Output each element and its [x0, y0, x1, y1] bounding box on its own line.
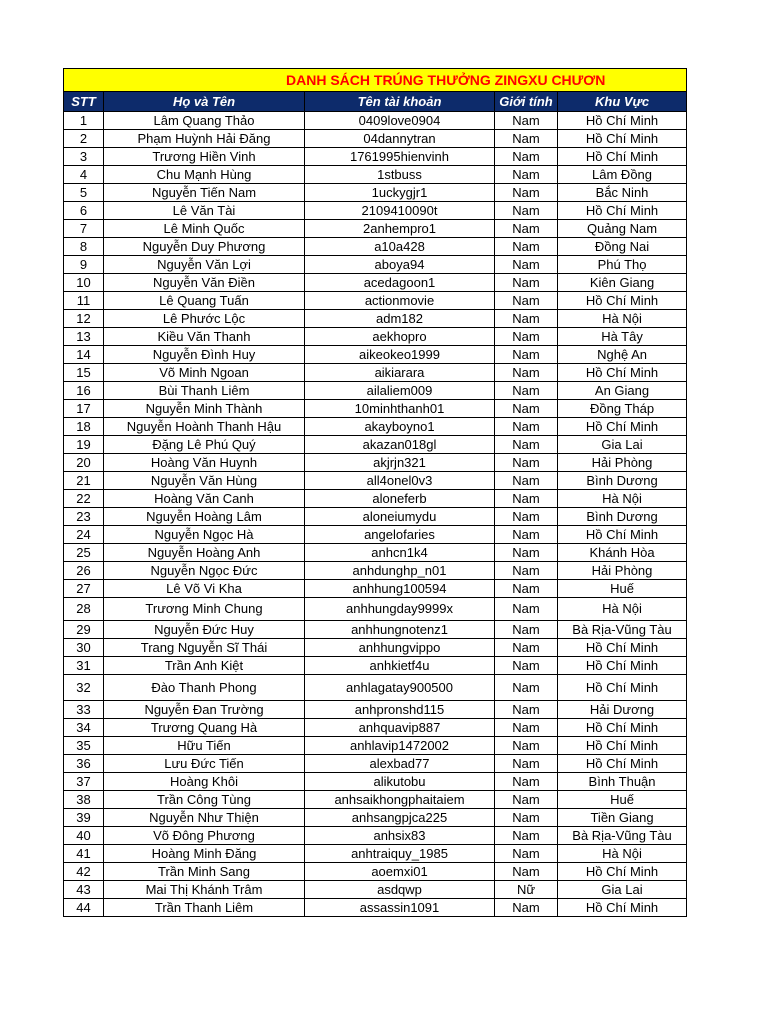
title-row: [64, 69, 687, 92]
cell-account: anhquavip887: [305, 719, 495, 737]
cell-gender: Nam: [495, 701, 558, 719]
cell-stt: 17: [64, 400, 104, 418]
cell-stt: 5: [64, 184, 104, 202]
cell-full-name: Nguyễn Đức Huy: [104, 621, 305, 639]
cell-gender: Nam: [495, 755, 558, 773]
cell-stt: 38: [64, 791, 104, 809]
cell-gender: Nam: [495, 562, 558, 580]
cell-gender: Nam: [495, 639, 558, 657]
table-row: [64, 809, 687, 827]
winners-table: [63, 68, 687, 917]
cell-account: 04dannytran: [305, 130, 495, 148]
cell-gender: Nam: [495, 400, 558, 418]
cell-gender: Nam: [495, 827, 558, 845]
cell-gender: Nam: [495, 598, 558, 621]
cell-account: 2anhempro1: [305, 220, 495, 238]
cell-gender: Nữ: [495, 881, 558, 899]
cell-account: asdqwp: [305, 881, 495, 899]
table-row: [64, 580, 687, 598]
cell-region: Bình Dương: [558, 508, 687, 526]
cell-region: Hồ Chí Minh: [558, 675, 687, 701]
cell-gender: Nam: [495, 130, 558, 148]
cell-full-name: Chu Mạnh Hùng: [104, 166, 305, 184]
cell-full-name: Trương Hiền Vinh: [104, 148, 305, 166]
cell-gender: Nam: [495, 328, 558, 346]
cell-full-name: Trần Công Tùng: [104, 791, 305, 809]
cell-full-name: Đặng Lê Phú Quý: [104, 436, 305, 454]
cell-full-name: Trần Anh Kiệt: [104, 657, 305, 675]
cell-account: anhlavip1472002: [305, 737, 495, 755]
cell-stt: 44: [64, 899, 104, 917]
cell-region: Đồng Tháp: [558, 400, 687, 418]
table-row: [64, 845, 687, 863]
cell-stt: 1: [64, 112, 104, 130]
cell-stt: 14: [64, 346, 104, 364]
cell-region: Hà Nội: [558, 845, 687, 863]
header-gender: Giới tính: [495, 92, 558, 112]
cell-region: Hồ Chí Minh: [558, 148, 687, 166]
cell-region: Hồ Chí Minh: [558, 755, 687, 773]
cell-gender: Nam: [495, 863, 558, 881]
cell-account: all4onel0v3: [305, 472, 495, 490]
cell-region: Huế: [558, 580, 687, 598]
cell-full-name: Nguyễn Văn Điền: [104, 274, 305, 292]
table-row: [64, 755, 687, 773]
table-row: [64, 719, 687, 737]
cell-gender: Nam: [495, 418, 558, 436]
cell-stt: 19: [64, 436, 104, 454]
cell-region: Hải Phòng: [558, 562, 687, 580]
cell-account: akjrjn321: [305, 454, 495, 472]
cell-account: angelofaries: [305, 526, 495, 544]
cell-region: Hồ Chí Minh: [558, 737, 687, 755]
cell-account: anhsaikhongphaitaiem: [305, 791, 495, 809]
cell-gender: Nam: [495, 508, 558, 526]
spreadsheet: [63, 68, 686, 917]
cell-full-name: Lê Quang Tuấn: [104, 292, 305, 310]
table-row: [64, 220, 687, 238]
cell-stt: 15: [64, 364, 104, 382]
table-row: [64, 657, 687, 675]
cell-gender: Nam: [495, 382, 558, 400]
cell-full-name: Nguyễn Ngọc Hà: [104, 526, 305, 544]
cell-stt: 8: [64, 238, 104, 256]
cell-full-name: Nguyễn Duy Phương: [104, 238, 305, 256]
cell-full-name: Nguyễn Văn Lợi: [104, 256, 305, 274]
table-row: [64, 454, 687, 472]
cell-stt: 30: [64, 639, 104, 657]
cell-gender: Nam: [495, 899, 558, 917]
cell-gender: Nam: [495, 737, 558, 755]
table-row: [64, 346, 687, 364]
header-account: Tên tài khoản: [305, 92, 495, 112]
cell-full-name: Lưu Đức Tiến: [104, 755, 305, 773]
cell-stt: 4: [64, 166, 104, 184]
cell-stt: 40: [64, 827, 104, 845]
cell-region: Bình Dương: [558, 472, 687, 490]
header-stt: STT: [64, 92, 104, 112]
cell-gender: Nam: [495, 544, 558, 562]
cell-full-name: Đào Thanh Phong: [104, 675, 305, 701]
cell-region: Hồ Chí Minh: [558, 639, 687, 657]
cell-account: aloneferb: [305, 490, 495, 508]
cell-region: Hồ Chí Minh: [558, 418, 687, 436]
cell-full-name: Nguyễn Minh Thành: [104, 400, 305, 418]
cell-stt: 26: [64, 562, 104, 580]
cell-gender: Nam: [495, 719, 558, 737]
cell-full-name: Nguyễn Ngọc Đức: [104, 562, 305, 580]
cell-gender: Nam: [495, 256, 558, 274]
cell-region: Gia Lai: [558, 436, 687, 454]
cell-stt: 25: [64, 544, 104, 562]
cell-stt: 29: [64, 621, 104, 639]
cell-stt: 24: [64, 526, 104, 544]
cell-region: Bà Rịa-Vũng Tàu: [558, 621, 687, 639]
table-row: [64, 675, 687, 701]
cell-region: Hồ Chí Minh: [558, 130, 687, 148]
cell-full-name: Hoàng Văn Huynh: [104, 454, 305, 472]
cell-full-name: Trương Minh Chung: [104, 598, 305, 621]
cell-stt: 3: [64, 148, 104, 166]
cell-full-name: Võ Đông Phương: [104, 827, 305, 845]
cell-region: Bắc Ninh: [558, 184, 687, 202]
cell-gender: Nam: [495, 657, 558, 675]
cell-gender: Nam: [495, 310, 558, 328]
cell-region: Bình Thuận: [558, 773, 687, 791]
cell-stt: 33: [64, 701, 104, 719]
cell-account: akayboyno1: [305, 418, 495, 436]
cell-full-name: Lê Văn Tài: [104, 202, 305, 220]
table-row: [64, 701, 687, 719]
cell-region: Hải Phòng: [558, 454, 687, 472]
cell-gender: Nam: [495, 364, 558, 382]
cell-account: aoemxi01: [305, 863, 495, 881]
cell-gender: Nam: [495, 490, 558, 508]
cell-account: 1uckygjr1: [305, 184, 495, 202]
cell-gender: Nam: [495, 202, 558, 220]
table-row: [64, 382, 687, 400]
header-region: Khu Vực: [558, 92, 687, 112]
table-row: [64, 310, 687, 328]
cell-region: Hồ Chí Minh: [558, 202, 687, 220]
cell-region: Hà Tây: [558, 328, 687, 346]
cell-stt: 35: [64, 737, 104, 755]
cell-gender: Nam: [495, 274, 558, 292]
table-row: [64, 130, 687, 148]
cell-gender: Nam: [495, 454, 558, 472]
cell-region: Hồ Chí Minh: [558, 657, 687, 675]
cell-stt: 31: [64, 657, 104, 675]
cell-region: Kiên Giang: [558, 274, 687, 292]
cell-region: Hồ Chí Minh: [558, 364, 687, 382]
cell-gender: Nam: [495, 580, 558, 598]
cell-gender: Nam: [495, 220, 558, 238]
table-row: [64, 418, 687, 436]
cell-stt: 16: [64, 382, 104, 400]
cell-stt: 21: [64, 472, 104, 490]
table-row: [64, 184, 687, 202]
cell-account: anhtraiquy_1985: [305, 845, 495, 863]
cell-full-name: Nguyễn Hoàng Lâm: [104, 508, 305, 526]
cell-full-name: Hoàng Minh Đăng: [104, 845, 305, 863]
table-row: [64, 436, 687, 454]
table-row: [64, 639, 687, 657]
cell-gender: Nam: [495, 675, 558, 701]
cell-full-name: Hữu Tiến: [104, 737, 305, 755]
cell-gender: Nam: [495, 292, 558, 310]
table-row: [64, 148, 687, 166]
cell-stt: 7: [64, 220, 104, 238]
cell-full-name: Võ Minh Ngoan: [104, 364, 305, 382]
cell-full-name: Mai Thị Khánh Trâm: [104, 881, 305, 899]
table-row: [64, 544, 687, 562]
table-row: [64, 364, 687, 382]
table-row: [64, 562, 687, 580]
cell-account: anhsangpjca225: [305, 809, 495, 827]
table-row: [64, 472, 687, 490]
table-row: [64, 621, 687, 639]
cell-stt: 39: [64, 809, 104, 827]
cell-full-name: Lê Phước Lộc: [104, 310, 305, 328]
cell-stt: 12: [64, 310, 104, 328]
cell-gender: Nam: [495, 809, 558, 827]
cell-account: 1761995hienvinh: [305, 148, 495, 166]
cell-full-name: Trương Quang Hà: [104, 719, 305, 737]
cell-stt: 43: [64, 881, 104, 899]
cell-stt: 28: [64, 598, 104, 621]
cell-region: Hồ Chí Minh: [558, 526, 687, 544]
cell-region: Hồ Chí Minh: [558, 863, 687, 881]
cell-account: anhdunghp_n01: [305, 562, 495, 580]
cell-account: 0409love0904: [305, 112, 495, 130]
table-row: [64, 737, 687, 755]
table-row: [64, 202, 687, 220]
table-row: [64, 773, 687, 791]
cell-gender: Nam: [495, 238, 558, 256]
cell-region: Hà Nội: [558, 490, 687, 508]
cell-region: Huế: [558, 791, 687, 809]
cell-gender: Nam: [495, 791, 558, 809]
table-row: [64, 508, 687, 526]
table-row: [64, 292, 687, 310]
cell-stt: 37: [64, 773, 104, 791]
cell-account: a10a428: [305, 238, 495, 256]
cell-stt: 2: [64, 130, 104, 148]
cell-region: Hồ Chí Minh: [558, 292, 687, 310]
cell-stt: 23: [64, 508, 104, 526]
cell-full-name: Lê Minh Quốc: [104, 220, 305, 238]
table-row: [64, 791, 687, 809]
cell-stt: 10: [64, 274, 104, 292]
cell-full-name: Nguyễn Văn Hùng: [104, 472, 305, 490]
cell-region: Phú Thọ: [558, 256, 687, 274]
cell-full-name: Hoàng Văn Canh: [104, 490, 305, 508]
cell-gender: Nam: [495, 621, 558, 639]
cell-gender: Nam: [495, 184, 558, 202]
cell-full-name: Trang Nguyễn Sĩ Thái: [104, 639, 305, 657]
cell-region: Hải Dương: [558, 701, 687, 719]
cell-gender: Nam: [495, 112, 558, 130]
table-row: [64, 238, 687, 256]
table-row: [64, 490, 687, 508]
cell-stt: 42: [64, 863, 104, 881]
cell-account: 1stbuss: [305, 166, 495, 184]
table-row: [64, 112, 687, 130]
cell-region: Hà Nội: [558, 310, 687, 328]
cell-full-name: Nguyễn Như Thiện: [104, 809, 305, 827]
cell-gender: Nam: [495, 526, 558, 544]
cell-full-name: Bùi Thanh Liêm: [104, 382, 305, 400]
cell-stt: 32: [64, 675, 104, 701]
cell-region: Gia Lai: [558, 881, 687, 899]
cell-full-name: Hoàng Khôi: [104, 773, 305, 791]
header-row: [64, 92, 687, 112]
table-row: [64, 400, 687, 418]
cell-account: anhhung100594: [305, 580, 495, 598]
cell-full-name: Phạm Huỳnh Hải Đăng: [104, 130, 305, 148]
table-row: [64, 166, 687, 184]
cell-stt: 18: [64, 418, 104, 436]
cell-region: Bà Rịa-Vũng Tàu: [558, 827, 687, 845]
cell-region: Hồ Chí Minh: [558, 719, 687, 737]
cell-region: Lâm Đồng: [558, 166, 687, 184]
cell-gender: Nam: [495, 845, 558, 863]
cell-account: aloneiumydu: [305, 508, 495, 526]
cell-gender: Nam: [495, 472, 558, 490]
cell-account: alikutobu: [305, 773, 495, 791]
table-row: [64, 863, 687, 881]
cell-stt: 34: [64, 719, 104, 737]
table-row: [64, 256, 687, 274]
table-row: [64, 827, 687, 845]
cell-region: Hồ Chí Minh: [558, 112, 687, 130]
cell-account: adm182: [305, 310, 495, 328]
sheet-title: DANH SÁCH TRÚNG THƯỞNG ZINGXU CHƯƠN: [64, 69, 687, 92]
cell-region: Hồ Chí Minh: [558, 899, 687, 917]
cell-account: anhsix83: [305, 827, 495, 845]
cell-region: Đồng Nai: [558, 238, 687, 256]
cell-account: acedagoon1: [305, 274, 495, 292]
cell-account: anhpronshd115: [305, 701, 495, 719]
cell-gender: Nam: [495, 346, 558, 364]
cell-region: Hà Nội: [558, 598, 687, 621]
cell-account: aboya94: [305, 256, 495, 274]
cell-account: aikiarara: [305, 364, 495, 382]
cell-full-name: Kiều Văn Thanh: [104, 328, 305, 346]
cell-gender: Nam: [495, 148, 558, 166]
cell-full-name: Lâm Quang Thảo: [104, 112, 305, 130]
cell-stt: 11: [64, 292, 104, 310]
cell-stt: 27: [64, 580, 104, 598]
cell-stt: 6: [64, 202, 104, 220]
cell-account: anhhungvippo: [305, 639, 495, 657]
cell-full-name: Nguyễn Hoành Thanh Hậu: [104, 418, 305, 436]
cell-full-name: Lê Võ Vi Kha: [104, 580, 305, 598]
cell-account: assassin1091: [305, 899, 495, 917]
cell-gender: Nam: [495, 166, 558, 184]
cell-account: aekhopro: [305, 328, 495, 346]
table-row: [64, 274, 687, 292]
table-row: [64, 899, 687, 917]
cell-full-name: Nguyễn Đình Huy: [104, 346, 305, 364]
cell-account: alexbad77: [305, 755, 495, 773]
cell-account: actionmovie: [305, 292, 495, 310]
cell-full-name: Trần Thanh Liêm: [104, 899, 305, 917]
cell-stt: 9: [64, 256, 104, 274]
cell-account: 2109410090t: [305, 202, 495, 220]
cell-full-name: Nguyễn Tiến Nam: [104, 184, 305, 202]
cell-gender: Nam: [495, 773, 558, 791]
cell-stt: 22: [64, 490, 104, 508]
cell-stt: 20: [64, 454, 104, 472]
cell-stt: 13: [64, 328, 104, 346]
cell-account: anhhungnotenz1: [305, 621, 495, 639]
cell-full-name: Nguyễn Đan Trường: [104, 701, 305, 719]
cell-account: anhkietf4u: [305, 657, 495, 675]
table-row: [64, 881, 687, 899]
cell-account: anhcn1k4: [305, 544, 495, 562]
cell-account: aikeokeo1999: [305, 346, 495, 364]
cell-stt: 36: [64, 755, 104, 773]
cell-region: An Giang: [558, 382, 687, 400]
cell-region: Quảng Nam: [558, 220, 687, 238]
cell-account: ailaliem009: [305, 382, 495, 400]
cell-gender: Nam: [495, 436, 558, 454]
cell-full-name: Nguyễn Hoàng Anh: [104, 544, 305, 562]
cell-account: anhlagatay900500: [305, 675, 495, 701]
cell-region: Tiền Giang: [558, 809, 687, 827]
cell-stt: 41: [64, 845, 104, 863]
cell-account: anhhungday9999x: [305, 598, 495, 621]
table-row: [64, 328, 687, 346]
cell-region: Khánh Hòa: [558, 544, 687, 562]
cell-account: akazan018gl: [305, 436, 495, 454]
cell-region: Nghệ An: [558, 346, 687, 364]
table-row: [64, 598, 687, 621]
header-full-name: Họ và Tên: [104, 92, 305, 112]
cell-full-name: Trần Minh Sang: [104, 863, 305, 881]
table-row: [64, 526, 687, 544]
cell-account: 10minhthanh01: [305, 400, 495, 418]
